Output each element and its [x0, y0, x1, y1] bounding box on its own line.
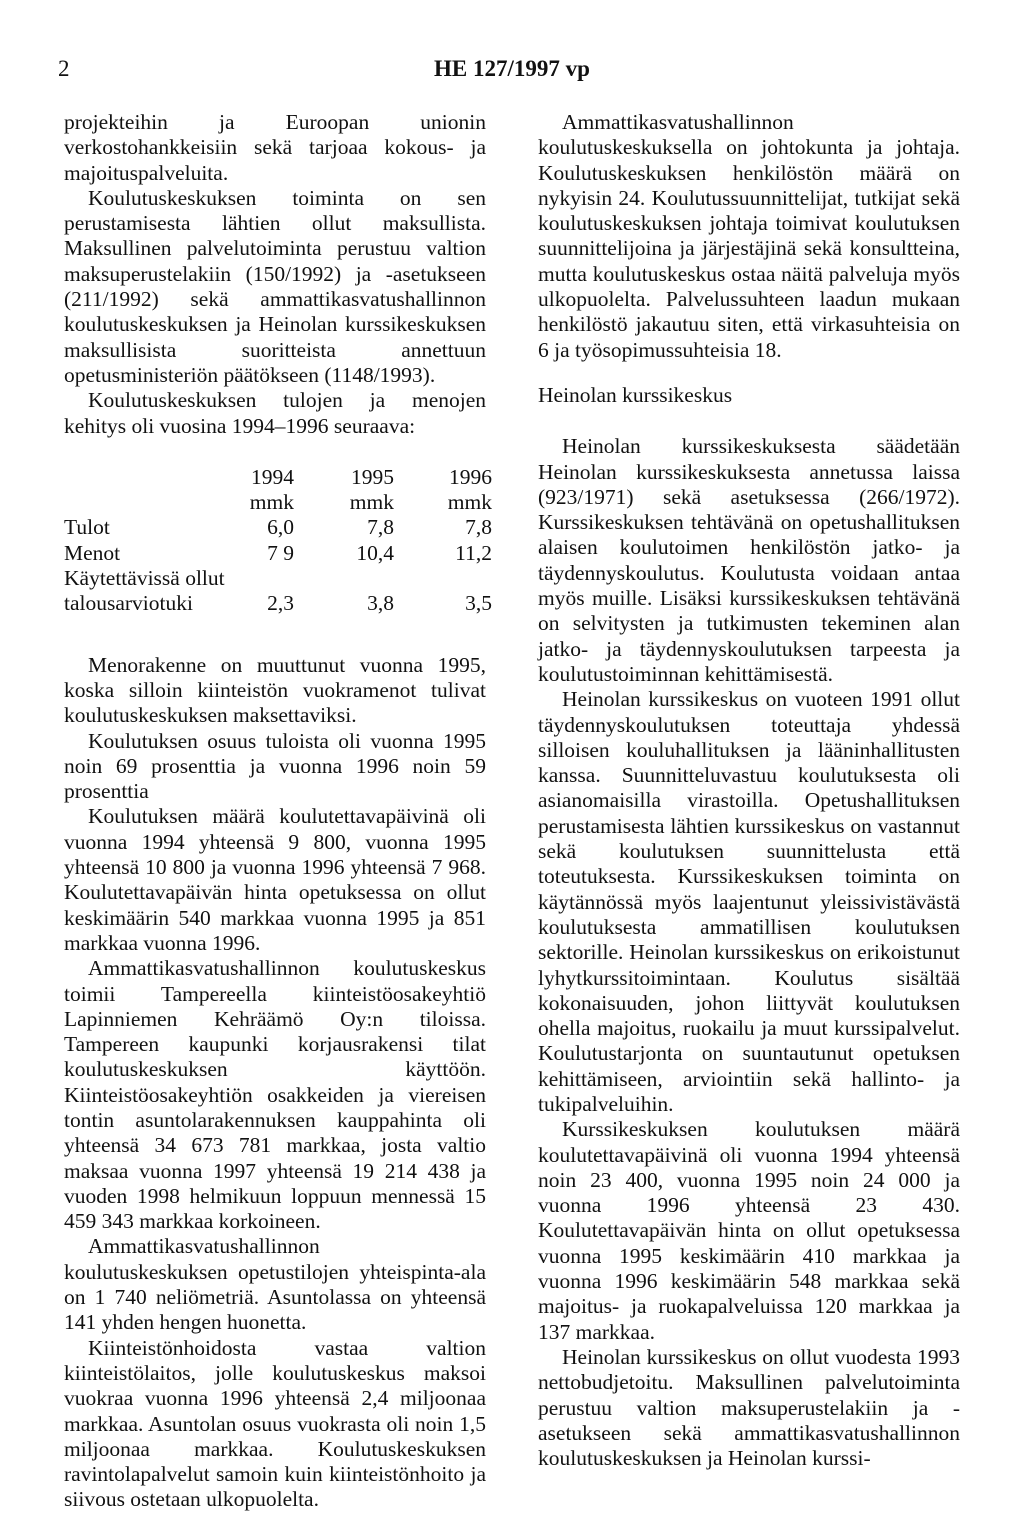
table-unit-cell: mmk — [349, 490, 394, 515]
table-unit-row — [64, 490, 492, 515]
paragraph: Koulutuksen määrä koulutettavapäivinä oli vuonna 1994 yhteensä 9 800, vuonna 1995 yhteensä 10 800 ja vuonna 1996 yhteensä 7 968. Koulutettavapäivän hinta opetuksessa on ollut keskimäärin 540 markkaa vuonna 1995 ja 851 markkaa vuonna 1996. — [64, 804, 486, 955]
section-heading: Heinolan kurssikeskus — [538, 382, 733, 407]
table-cell: 6,0 — [267, 515, 294, 540]
table-row-label: talousarviotuki — [64, 591, 193, 616]
paragraph: Ammattikasvatushallinnon koulutuskeskus toimii Tampereella kiinteistöosakeyhtiö Lapinniemen Kehräämö Oy:n tiloissa. Tampereen kaupunki korjausrakensi tilat koulutuskeskuksen käyttöön. Kiinteistöosakeyhtiön osakkeiden ja viereisen tontin asuntolarakennuksen kauppahinta oli yhteensä 34 673 781 markkaa, josta valtio maksaa vuonna 1997 yhteensä 19 214 438 ja vuoden 1998 helmikuun loppuun mennessä 15 459 343 markkaa korkoineen. — [64, 956, 486, 1234]
paragraph: Heinolan kurssikeskuksesta säädetään Heinolan kurssikeskuksesta annetussa laissa (923/1971) sekä asetuksessa (266/1972). Kurssikeskuksen tehtävänä on opetushallituksen alaisen koulutoimen henkilöstön jatko- ja täydennyskoulutus. Koulutusta voidaan antaa myös muille. Lisäksi kurssikeskuksen tehtävänä on selvitysten ja tutkimusten tekeminen alan jatko- ja täydennyskoulutuksen tarpeesta ja koulutustoiminnan kehittämisestä. — [538, 434, 960, 686]
table-unit-cell: mmk — [249, 490, 294, 515]
table-cell: 11,2 — [455, 540, 492, 565]
paragraph: Ammattikasvatushallinnon koulutuskeskuksella on johtokunta ja johtaja. Koulutuskeskuksen henkilöstön määrä on nykyisin 24. Koulutussuunnittelijat, tutkijat sekä koulutuskeskuksen johtaja toimivat koulutuksen suunnittelijoina ja järjestäjinä sekä konsultteina, mutta koulutuskeskus ostaa näitä palveluja myös ulkopuolelta. Palvelussuhteen laadun mukaan henkilöstö jakautuu siten, että virkasuhteisia on 6 ja työsopimussuhteisia 18. — [538, 110, 960, 362]
paragraph: Menorakenne on muuttunut vuonna 1995, koska silloin kiinteistön vuokramenot tulivat koulutuskeskuksen maksettaviksi. — [64, 652, 486, 728]
table-row — [64, 566, 492, 591]
paragraph: projekteihin ja Euroopan unionin verkostohankkeisiin sekä tarjoaa kokous- ja majoituspalveluita. — [64, 110, 486, 185]
paragraph: Koulutuksen osuus tuloista oli vuonna 1995 noin 69 prosenttia ja vuonna 1996 noin 59 prosenttia — [64, 728, 486, 804]
table-row — [64, 591, 492, 616]
table-row-label: Tulot — [64, 515, 110, 540]
table-row-label: Käytettävissä ollut — [64, 566, 225, 591]
table-cell: 2,3 — [267, 591, 294, 616]
table-cell: 7,8 — [465, 515, 492, 540]
table-header-cell: 1995 — [351, 464, 394, 489]
table-row — [64, 541, 492, 566]
table-header-cell: 1994 — [251, 464, 294, 489]
budget-table — [64, 465, 492, 617]
paragraph: Koulutuskeskuksen tulojen ja menojen kehitys oli vuosina 1994–1996 seuraava: — [64, 388, 486, 438]
paragraph: Kiinteistönhoidosta vastaa valtion kiinteistölaitos, jolle koulutuskeskus maksoi vuokraa vuonna 1996 yhteensä 2,4 miljoonaa markkaa. Asuntolan osuus vuokrasta oli noin 1,5 miljoonaa markkaa. Koulutuskeskuksen ravintolapalvelut samoin kuin kiinteistönhoito ja siivous ostetaan ulkopuolelta. — [64, 1335, 486, 1512]
right-column — [538, 110, 960, 1471]
paragraph: Heinolan kurssikeskus on vuoteen 1991 ollut täydennyskoulutuksen toteuttaja yhdessä silloisen kouluhallituksen ja lääninhallitusten kanssa. Suunnitteluvastuu koulutuksesta oli asianomaisilla virastoilla. Opetushallituksen perustamisesta lähtien kurssikeskus on vastannut sekä koulutuksen suunnittelusta että toteutuksesta. Kurssikeskuksen toiminta on käytännössä myös laajentunut yleissivistävästä koulutuksesta ammatillisen koulutuksen sektorille. Heinolan kurssikeskus on erikoistunut lyhytkurssitoimintaan. Koulutus sisältää kokonaisuuden, johon liittyvät koulutuksen ohella majoitus, ruokailu ja muut kurssipalvelut. Koulutustarjonta on suuntautunut opetuksen kehittämiseen, arviointiin sekä hallinto- ja tukipalveluihin. — [538, 687, 960, 1116]
table-row-label: Menot — [64, 540, 121, 565]
paragraph: Kurssikeskuksen koulutuksen määrä koulutettavapäivinä oli vuonna 1994 yhteensä noin 23 400, vuonna 1995 noin 24 000 ja vuonna 1996 yhteensä 23 430. Koulutettavapäivän hinta on ollut opetuksessa vuonna 1995 keskimäärin 410 markkaa ja vuonna 1996 keskimäärin 548 markkaa sekä majoitus- ja ruokapalveluissa 120 markkaa ja 137 markkaa. — [538, 1117, 960, 1344]
table-cell: 3,8 — [367, 591, 394, 616]
page-header-title: HE 127/1997 vp — [434, 56, 590, 81]
paragraph: Heinolan kurssikeskus on ollut vuodesta 1993 nettobudjetoitu. Maksullinen palvelutoiminta perustuu valtion maksuperustelakiin ja -asetukseen sekä ammattikasvatushallinnon koulutuskeskuksen ja Heinolan kurssi- — [538, 1344, 960, 1471]
table-cell: 7,8 — [367, 515, 394, 540]
table-cell: 7 9 — [267, 540, 294, 565]
page-number: 2 — [58, 56, 70, 81]
table-unit-cell: mmk — [447, 490, 492, 515]
left-column — [64, 110, 492, 1513]
table-row — [64, 515, 492, 540]
table-header-row — [64, 465, 492, 490]
paragraph: Ammattikasvatushallinnon koulutuskeskuksen opetustilojen yhteispinta-ala on 1 740 neliömetriä. Asuntolassa on yhteensä 141 yhden hengen huonetta. — [64, 1234, 486, 1335]
table-header-cell: 1996 — [449, 464, 492, 489]
table-cell: 3,5 — [465, 591, 492, 616]
table-cell: 10,4 — [356, 540, 394, 565]
paragraph: Koulutuskeskuksen toiminta on sen perustamisesta lähtien ollut maksullista. Maksullinen palvelutoiminta perustuu valtion maksuperustelakiin (150/1992) ja -asetukseen (211/1992) sekä ammattikasvatushallinnon koulutuskeskuksen ja Heinolan kurssikeskuksen maksullisista suoritteista annettuun opetusministeriön päätökseen (1148/1993). — [64, 185, 486, 387]
